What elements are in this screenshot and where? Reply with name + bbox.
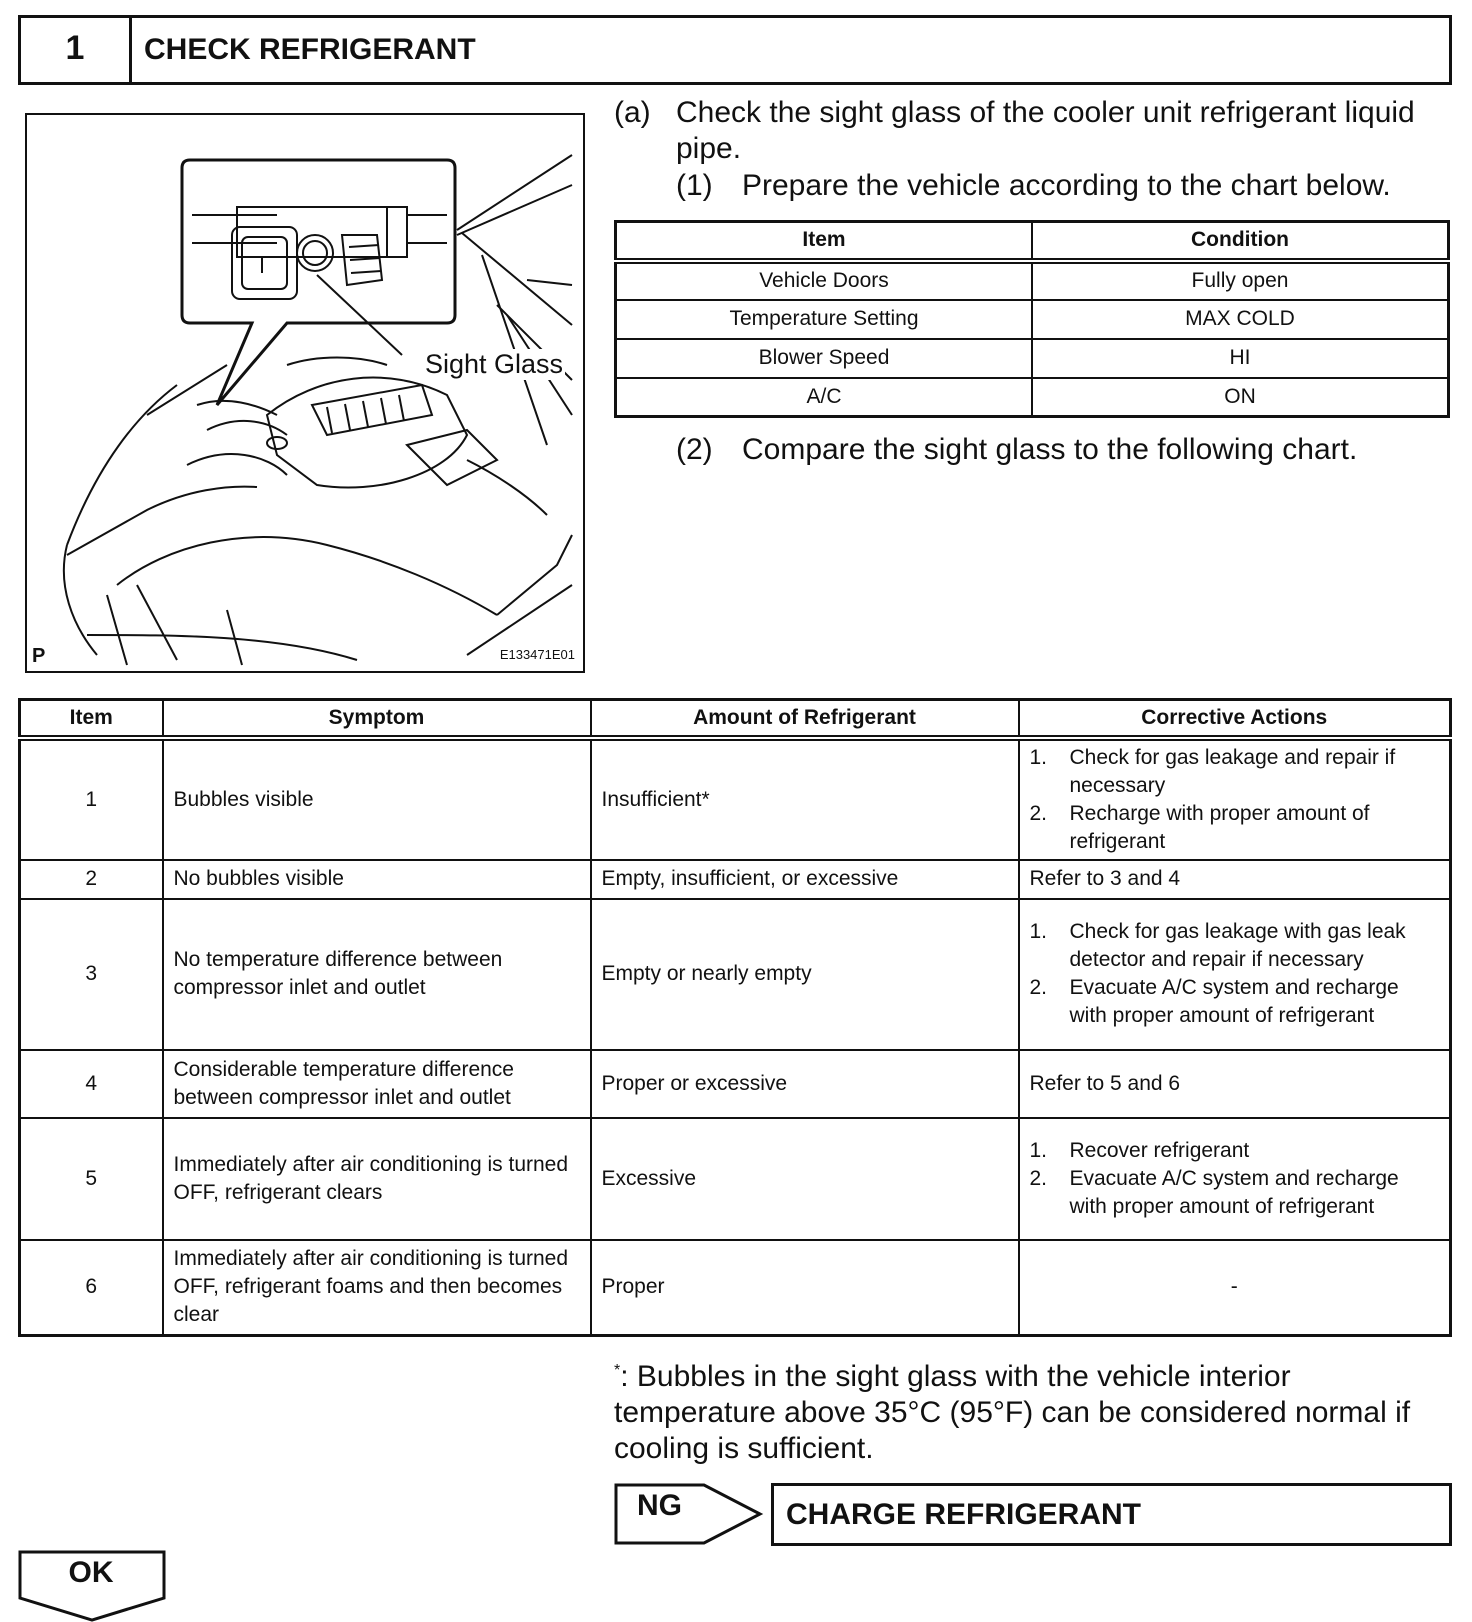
- footnote-mark: *: [614, 1362, 621, 1379]
- engine-bay-illustration: [25, 113, 585, 673]
- table-row: [616, 300, 1449, 339]
- symptom-text: No bubbles visible: [163, 860, 591, 899]
- action-item: [1030, 1165, 1440, 1221]
- step-header: [18, 15, 1452, 85]
- action-number: 1.: [1029, 920, 1048, 943]
- instruction-a-text: Check the sight glass of the cooler unit refrigerant liquid pipe.: [676, 96, 1415, 165]
- action-item: [1030, 918, 1440, 974]
- symptom-item: 2: [20, 860, 163, 899]
- action-text: Evacuate A/C system and recharge with proper amount of refrigerant: [1069, 1166, 1399, 1218]
- prep-condition: Fully open: [1032, 261, 1449, 300]
- table-row: [20, 738, 1451, 860]
- symptom-item: 1: [20, 738, 163, 860]
- table-row: [616, 339, 1449, 378]
- step-number: 1: [21, 18, 132, 82]
- symptom-item: 4: [20, 1050, 163, 1118]
- symptom-item: 5: [20, 1118, 163, 1240]
- prep-header-condition: Condition: [1032, 222, 1449, 261]
- instruction-1: [676, 168, 1450, 204]
- action-item: [1030, 800, 1440, 856]
- instruction-2-tag: (2): [676, 433, 713, 466]
- symptom-item: 3: [20, 899, 163, 1050]
- sight-glass-callout-label: Sight Glass: [425, 349, 564, 379]
- action-text: Check for gas leakage and repair if necessary: [1069, 745, 1396, 797]
- table-row: [616, 261, 1449, 300]
- engine-bay-drawing: [27, 115, 583, 671]
- table-row: [20, 860, 1451, 899]
- prep-condition: ON: [1032, 378, 1449, 417]
- action-text: Check for gas leakage with gas leak detector and repair if necessary: [1069, 920, 1406, 971]
- instruction-2: [676, 432, 1450, 468]
- prep-item: A/C: [616, 378, 1033, 417]
- symptom-header-actions: Corrective Actions: [1019, 700, 1451, 738]
- action-number: 1.: [1029, 745, 1048, 769]
- symptom-text: Immediately after air conditioning is turned OFF, refrigerant foams and then becomes clear: [163, 1240, 591, 1336]
- table-row: [20, 1240, 1451, 1336]
- action-number: 2.: [1029, 801, 1048, 825]
- prep-condition: HI: [1032, 339, 1449, 378]
- vehicle-preparation-table: [614, 220, 1450, 418]
- prep-item: Blower Speed: [616, 339, 1033, 378]
- refrigerant-amount: Excessive: [591, 1118, 1019, 1240]
- table-row: [20, 1050, 1451, 1118]
- refrigerant-amount: Proper or excessive: [591, 1050, 1019, 1118]
- action-text: Evacuate A/C system and recharge with proper amount of refrigerant: [1069, 976, 1399, 1027]
- symptom-text: No temperature difference between compressor inlet and outlet: [163, 899, 591, 1050]
- prep-header-item: Item: [616, 222, 1033, 261]
- instruction-a: [614, 95, 1450, 167]
- symptom-header-symptom: Symptom: [163, 700, 591, 738]
- symptom-text: Immediately after air conditioning is turned OFF, refrigerant clears: [163, 1118, 591, 1240]
- symptom-header-amount: Amount of Refrigerant: [591, 700, 1019, 738]
- action-item: [1030, 744, 1440, 800]
- refrigerant-amount: Empty or nearly empty: [591, 899, 1019, 1050]
- instruction-1-tag: (1): [676, 169, 713, 202]
- corrective-actions: -: [1019, 1240, 1451, 1336]
- step-title: CHECK REFRIGERANT: [144, 33, 476, 66]
- sight-glass-symptom-table: [18, 698, 1452, 1337]
- action-number: 2.: [1029, 976, 1048, 999]
- ok-label: OK: [68, 1556, 114, 1589]
- corrective-actions: Refer to 3 and 4: [1019, 860, 1451, 899]
- action-text: Recover refrigerant: [1069, 1138, 1250, 1162]
- corrective-actions: Refer to 5 and 6: [1019, 1050, 1451, 1118]
- refrigerant-amount: Insufficient*: [591, 738, 1019, 860]
- table-row: [616, 378, 1449, 417]
- prep-item: Temperature Setting: [616, 300, 1033, 339]
- instruction-2-text: Compare the sight glass to the following chart.: [742, 433, 1358, 466]
- figure-corner-letter: P: [32, 645, 46, 667]
- table-row: [20, 899, 1451, 1050]
- corrective-actions: [1019, 899, 1451, 1050]
- action-item: [1030, 1137, 1440, 1165]
- action-number: 2.: [1029, 1166, 1048, 1190]
- table-row: [20, 1118, 1451, 1240]
- prep-item: Vehicle Doors: [616, 261, 1033, 300]
- action-text: Recharge with proper amount of refrigerant: [1069, 801, 1370, 853]
- refrigerant-amount: Proper: [591, 1240, 1019, 1336]
- instruction-a-tag: (a): [614, 96, 651, 129]
- ng-result-box: CHARGE REFRIGERANT: [771, 1483, 1452, 1546]
- footnote-text: : Bubbles in the sight glass with the vehicle interior temperature above 35°C (95°F) can be considered normal if cooling is sufficient.: [614, 1360, 1411, 1465]
- symptom-text: Considerable temperature difference between compressor inlet and outlet: [163, 1050, 591, 1118]
- instruction-1-text: Prepare the vehicle according to the chart below.: [742, 169, 1391, 202]
- symptom-item: 6: [20, 1240, 163, 1336]
- refrigerant-amount: Empty, insufficient, or excessive: [591, 860, 1019, 899]
- figure-code: E133471E01: [499, 647, 575, 662]
- symptom-header-item: Item: [20, 700, 163, 738]
- ng-label: NG: [637, 1489, 682, 1522]
- footnote: [614, 1353, 1444, 1467]
- action-number: 1.: [1029, 1138, 1048, 1162]
- prep-condition: MAX COLD: [1032, 300, 1449, 339]
- corrective-actions: [1019, 1118, 1451, 1240]
- corrective-actions: [1019, 738, 1451, 860]
- action-item: [1030, 974, 1440, 1030]
- symptom-text: Bubbles visible: [163, 738, 591, 860]
